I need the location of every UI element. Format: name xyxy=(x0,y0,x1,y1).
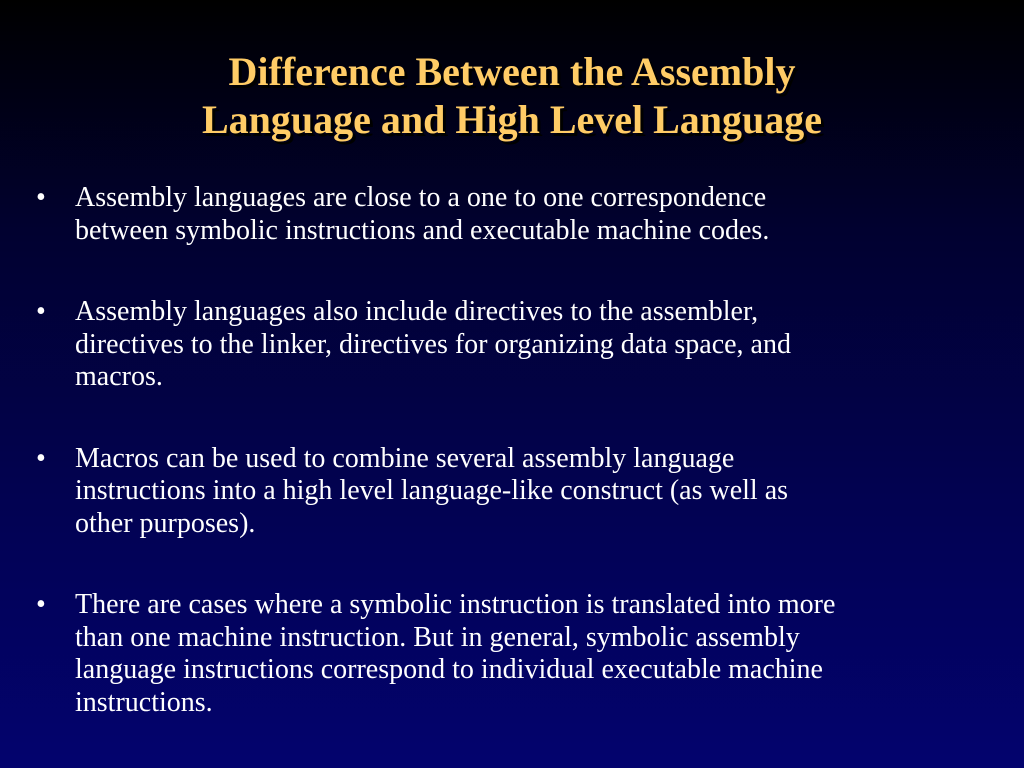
bullet-line: Assembly languages are close to a one to one correspondence xyxy=(75,182,767,213)
bullet-dot-icon: • xyxy=(36,296,46,327)
bullet-item xyxy=(36,589,1011,719)
bullet-line: There are cases where a symbolic instruction is translated into more xyxy=(75,589,836,620)
bullet-line: other purposes). xyxy=(75,507,256,539)
bullet-line: Macros can be used to combine several assembly language xyxy=(75,442,735,474)
bullet-line: macros. xyxy=(75,361,163,392)
bullet-line: directives to the linker, directives for organizing data space, and xyxy=(75,328,791,360)
bullet-line: between symbolic instructions and executable machine codes. xyxy=(75,214,770,246)
bullet-line: instructions. xyxy=(75,686,213,718)
bullet-dot-icon: • xyxy=(36,589,46,620)
bullet-item xyxy=(36,296,1011,394)
bullet-list xyxy=(36,182,1011,719)
title-line: Language and High Level Language xyxy=(201,97,823,142)
slide-title xyxy=(0,48,1024,144)
bullet-item xyxy=(36,443,1011,541)
bullet-dot-icon: • xyxy=(36,182,46,213)
title-line: Difference Between the Assembly xyxy=(228,49,796,94)
bullet-line: Assembly languages also include directives to the assembler, xyxy=(75,296,759,327)
bullet-item xyxy=(36,182,1011,247)
bullet-line: instructions into a high level language-like construct (as well as xyxy=(75,475,789,506)
bullet-dot-icon: • xyxy=(36,442,46,474)
bullet-line: language instructions correspond to individual executable machine xyxy=(75,654,823,685)
bullet-line: than one machine instruction. But in general, symbolic assembly xyxy=(75,621,800,653)
